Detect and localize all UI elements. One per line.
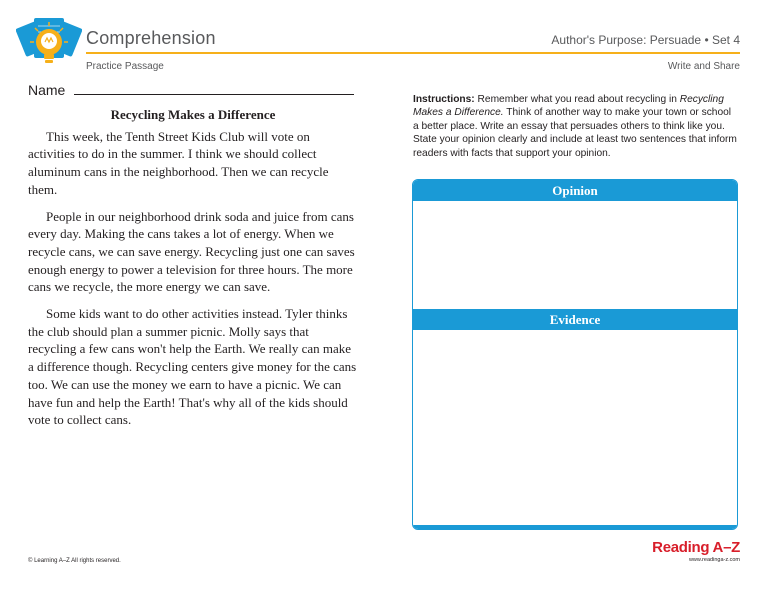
reading-passage: [28, 106, 358, 438]
passage-paragraph: Some kids want to do other activities instead. Tyler thinks the club should plan a summer picnic. Molly says that recycling a few cans won't help the Earth. We really can make a difference though. Recycling centers give money for the cans too. We can use the money we earn to have a picnic. We can have fun and help the Earth! That's why all of the kids should vote to collect cans.: [28, 306, 357, 428]
page-subtitle: Practice Passage: [86, 61, 164, 72]
passage-paragraph: People in our neighborhood drink soda and juice from cans every day. Making the cans takes a lot of energy. When we recycle cans, we can save energy. Recycling just one can saves enough energy to power a television for three hours. The more cans we recycle, the more energy we can save.: [28, 208, 355, 295]
instructions: [413, 93, 738, 160]
header-divider: [86, 52, 740, 54]
brand-name: Reading A–Z: [652, 539, 740, 556]
brand-logo: [652, 540, 740, 564]
instructions-text: Think of another way to make your town or school a better place. Write an essay that persuades others to think like you. State your opinion clearly and include at least two sentences that inform readers with facts that support your opinion.: [413, 107, 737, 159]
passage-title: Recycling Makes a Difference: [110, 107, 276, 122]
page-title: Comprehension: [86, 28, 216, 48]
set-label: Author's Purpose: Persuade • Set 4: [551, 33, 740, 47]
evidence-header: Evidence: [413, 309, 737, 330]
name-field[interactable]: [74, 94, 354, 95]
instructions-text: Remember what you read about recycling in: [477, 94, 677, 105]
opinion-header: Opinion: [413, 180, 737, 201]
section-label: Write and Share: [667, 61, 740, 72]
organizer-bottom-bar: [413, 525, 737, 529]
passage-paragraph: This week, the Tenth Street Kids Club will vote on activities to do in the summer. I think we should collect aluminum cans in the neighborhood. Then we can recycle them.: [28, 128, 329, 197]
lightbulb-logo-icon: [16, 14, 82, 76]
graphic-organizer: [412, 179, 738, 530]
copyright: © Learning A–Z All rights reserved.: [28, 558, 121, 564]
instructions-title: Recycling Makes a Difference.: [413, 94, 724, 119]
instructions-label: Instructions:: [413, 94, 475, 105]
brand-url: www.readinga-z.com: [688, 557, 740, 563]
name-label: Name: [28, 82, 66, 98]
